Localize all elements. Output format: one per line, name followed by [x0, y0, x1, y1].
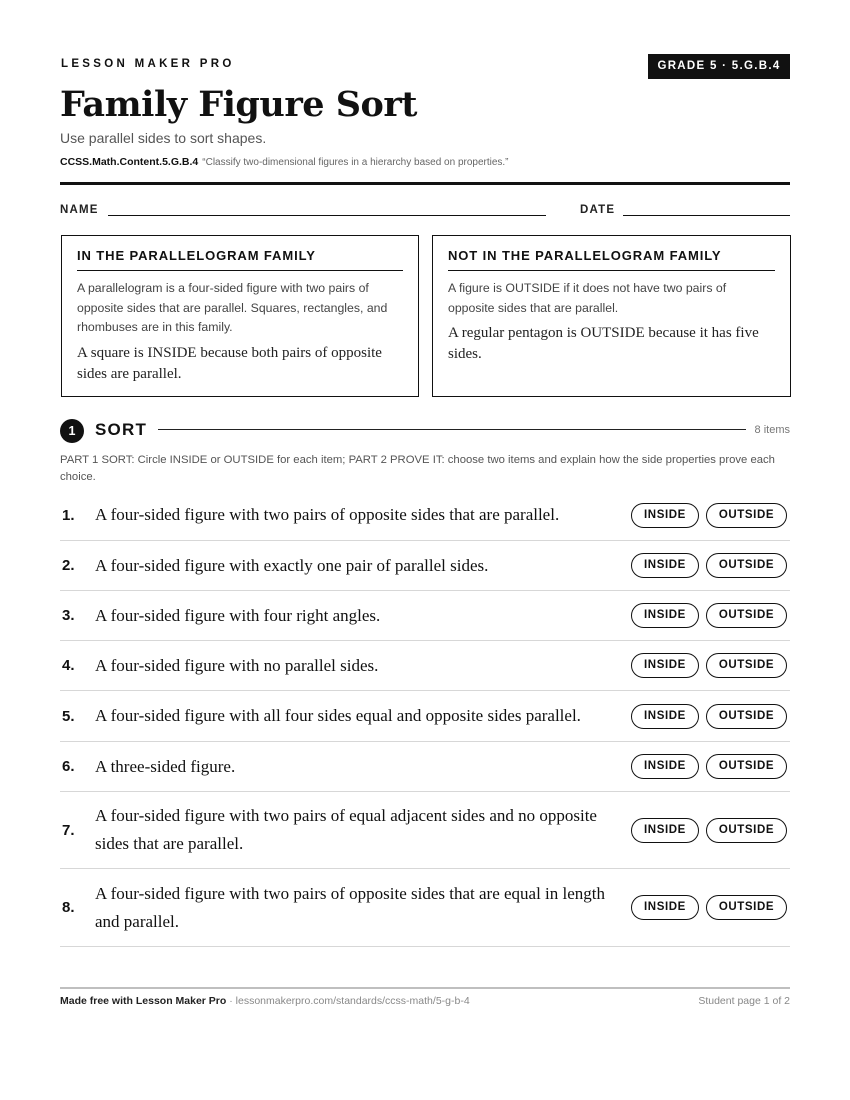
- item-text: A four-sided figure with no parallel sides.: [95, 655, 379, 675]
- list-item: [60, 641, 790, 691]
- item-text: A three-sided figure.: [95, 756, 236, 776]
- item-text: A four-sided figure with two pairs of opposite sides that are parallel.: [95, 505, 560, 524]
- list-item: [60, 591, 790, 641]
- page-title: Family Figure Sort: [60, 84, 417, 125]
- inside-option-button[interactable]: INSIDE: [631, 653, 699, 678]
- item-text: A four-sided figure with four right angles.: [95, 605, 381, 625]
- item-number: 2.: [62, 557, 75, 574]
- list-item: [60, 490, 790, 541]
- footer-made-with: Made free with Lesson Maker Pro: [60, 995, 227, 1007]
- answer-options: [631, 553, 790, 578]
- answer-options: [631, 754, 790, 779]
- inside-family-box: [61, 235, 419, 397]
- brand-label: LESSON MAKER PRO: [61, 58, 235, 70]
- inside-option-button[interactable]: INSIDE: [631, 553, 699, 578]
- list-item: [60, 742, 790, 792]
- inside-option-button[interactable]: INSIDE: [631, 503, 699, 528]
- inside-option-button[interactable]: INSIDE: [631, 704, 699, 729]
- outside-option-button[interactable]: OUTSIDE: [706, 503, 787, 528]
- answer-options: [631, 895, 790, 920]
- name-field[interactable]: [108, 215, 546, 216]
- item-number: 3.: [62, 607, 75, 624]
- section-instructions: PART 1 SORT: Circle INSIDE or OUTSIDE for each item; PART 2 PROVE IT: choose two items and explain how the side properties prove each choice.: [60, 454, 775, 483]
- list-item: [60, 869, 790, 947]
- inside-option-button[interactable]: INSIDE: [631, 603, 699, 628]
- item-text: A four-sided figure with exactly one pair of parallel sides.: [95, 555, 489, 575]
- item-number: 5.: [62, 707, 75, 725]
- date-label: DATE: [580, 204, 616, 216]
- outside-option-button[interactable]: OUTSIDE: [706, 603, 787, 628]
- standard-reference: [60, 156, 509, 168]
- answer-options: [631, 704, 790, 729]
- item-list: [60, 490, 790, 947]
- inside-family-definition: A parallelogram is a four-sided figure with two pairs of opposite sides that are parallel. Squares, rectangles, and rhombuses are in this family.: [77, 281, 388, 334]
- item-text: A four-sided figure with two pairs of opposite sides that are equal in length and parallel.: [95, 883, 606, 931]
- section-divider: [158, 429, 746, 430]
- outside-family-example: A regular pentagon is OUTSIDE because it has five sides.: [448, 325, 759, 362]
- inside-family-heading: IN THE PARALLELOGRAM FAMILY: [77, 248, 403, 271]
- item-number: 6.: [62, 758, 75, 775]
- item-count: 8 items: [754, 424, 790, 436]
- standard-code: CCSS.Math.Content.5.G.B.4: [60, 156, 199, 168]
- item-number: 8.: [62, 899, 75, 916]
- item-number: 4.: [62, 657, 75, 674]
- item-number: 7.: [62, 821, 75, 839]
- name-label: NAME: [60, 204, 99, 216]
- inside-option-button[interactable]: INSIDE: [631, 754, 699, 779]
- standard-quote: “Classify two-dimensional figures in a hierarchy based on properties.”: [202, 157, 509, 168]
- item-text: A four-sided figure with all four sides equal and opposite sides parallel.: [95, 706, 581, 725]
- inside-option-button[interactable]: INSIDE: [631, 895, 699, 920]
- section-number-badge: 1: [60, 419, 84, 443]
- list-item: [60, 691, 790, 742]
- outside-option-button[interactable]: OUTSIDE: [706, 818, 787, 843]
- list-item: [60, 541, 790, 591]
- outside-family-heading: NOT IN THE PARALLELOGRAM FAMILY: [448, 248, 775, 271]
- inside-family-example: A square is INSIDE because both pairs of opposite sides are parallel.: [77, 344, 382, 382]
- outside-option-button[interactable]: OUTSIDE: [706, 653, 787, 678]
- outside-family-definition: A figure is OUTSIDE if it does not have two pairs of opposite sides that are parallel.: [448, 281, 727, 315]
- footer-divider: [60, 987, 790, 989]
- date-field[interactable]: [623, 215, 790, 216]
- item-number: 1.: [62, 506, 75, 524]
- answer-options: [631, 818, 790, 843]
- inside-option-button[interactable]: INSIDE: [631, 818, 699, 843]
- list-item: [60, 792, 790, 869]
- header-divider: [60, 182, 790, 185]
- footer-url-link[interactable]: lessonmakerpro.com/standards/ccss-math/5-g-b-4: [235, 995, 470, 1007]
- answer-options: [631, 653, 790, 678]
- outside-option-button[interactable]: OUTSIDE: [706, 553, 787, 578]
- outside-option-button[interactable]: OUTSIDE: [706, 895, 787, 920]
- outside-family-box: [432, 235, 791, 397]
- footer-separator: ·: [226, 995, 236, 1007]
- footer-credit: [60, 995, 470, 1007]
- footer-page-number: Student page 1 of 2: [698, 995, 790, 1007]
- grade-badge: GRADE 5 · 5.G.B.4: [648, 54, 790, 79]
- section-title: SORT: [95, 420, 148, 439]
- outside-option-button[interactable]: OUTSIDE: [706, 704, 787, 729]
- page-subtitle: Use parallel sides to sort shapes.: [60, 130, 267, 146]
- outside-option-button[interactable]: OUTSIDE: [706, 754, 787, 779]
- answer-options: [631, 603, 790, 628]
- answer-options: [631, 503, 790, 528]
- item-text: A four-sided figure with two pairs of equal adjacent sides and no opposite sides that are parallel.: [95, 806, 597, 853]
